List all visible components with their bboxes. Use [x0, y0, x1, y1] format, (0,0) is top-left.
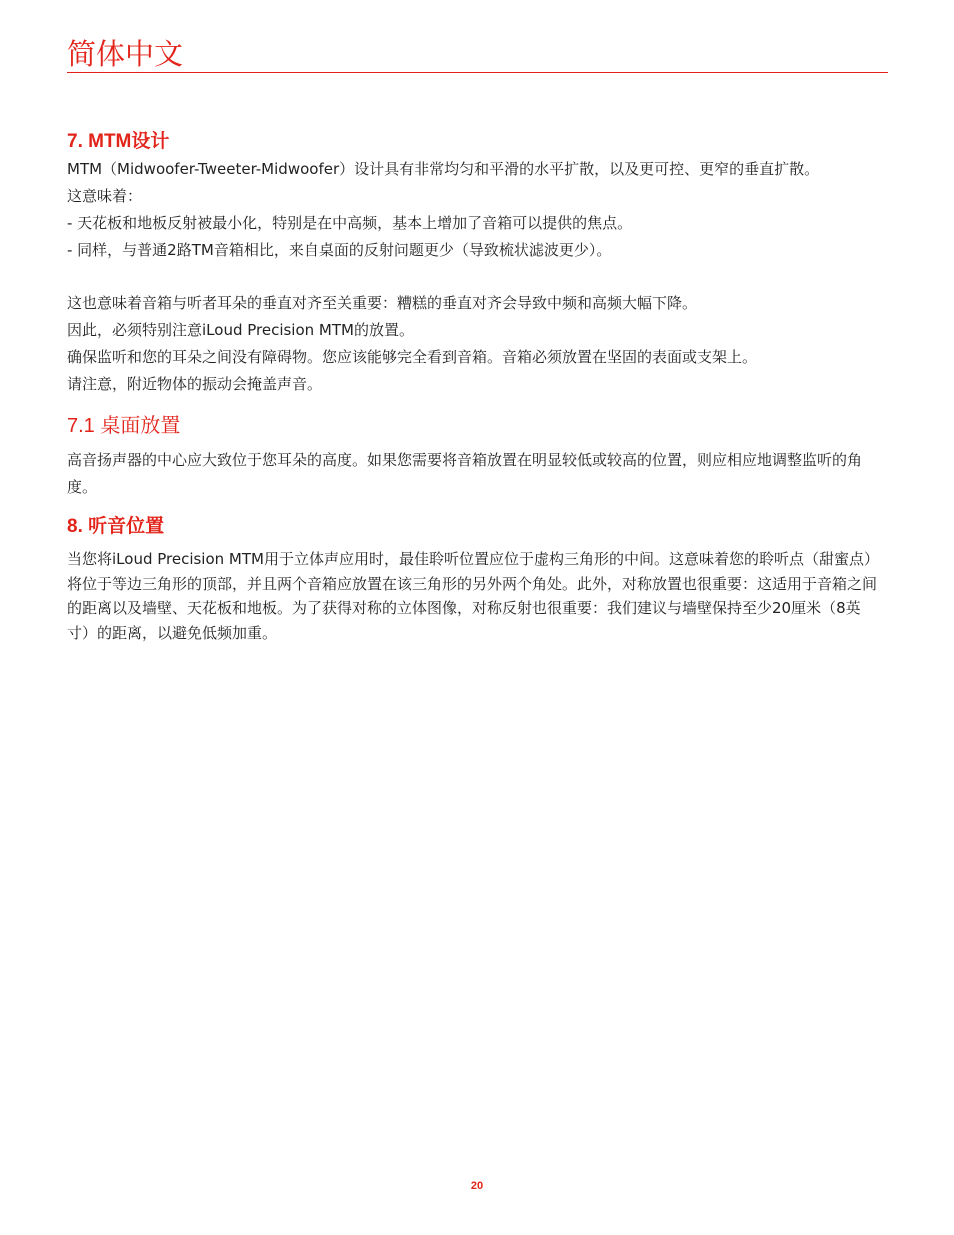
bullet-desktop-reflections: - 同样，与普通2路TM音箱相比，来自桌面的反射问题更少（导致梳状滤波更少）。	[67, 241, 612, 259]
meaning-label: 这意味着：	[67, 187, 143, 205]
obstacle-note: 确保监听和您的耳朵之间没有障碍物。您应该能够完全看到音箱。音箱必须放置在坚固的表面或支架上。	[67, 348, 758, 366]
section-title-mtm-design: 7. MTM设计	[67, 131, 170, 152]
page-number: 20	[470, 1180, 484, 1192]
language-title: 简体中文	[67, 37, 184, 71]
listening-position-body: 当您将iLoud Precision MTM用于立体声应用时，最佳聆听位置应位于虚构三角形的中间。这意味着您的聆听点（甜蜜点）将位于等边三角形的顶部，并且两个音箱应放置在该三角形的另外两个角处。此外，对称放置也很重要：这适用于音箱之间的距离以及墙壁、天花板和地板。为了获得对称的立体图像，对称反射也很重要：我们建议与墙壁保持至少20厘米（8英寸）的距离，以避免低频加重。	[67, 550, 878, 642]
placement-note: 因此，必须特别注意iLoud Precision MTM的放置。	[67, 321, 414, 339]
vibration-note: 请注意，附近物体的振动会掩盖声音。	[67, 375, 323, 393]
paragraph-gap	[67, 264, 877, 290]
section-title-desktop-placement: 7.1 桌面放置	[67, 415, 181, 437]
bullet-ceiling-floor: - 天花板和地板反射被最小化，特别是在中高频，基本上增加了音箱可以提供的焦点。	[67, 214, 633, 232]
vertical-alignment-note: 这也意味着音箱与听者耳朵的垂直对齐至关重要：糟糕的垂直对齐会导致中频和高频大幅下降。	[67, 294, 698, 312]
header-divider	[67, 72, 888, 73]
page-content	[67, 128, 877, 645]
section-title-listening-position: 8. 听音位置	[67, 516, 165, 537]
mtm-description: MTM（Midwoofer-Tweeter-Midwoofer）设计具有非常均匀和平滑的水平扩散，以及更可控、更窄的垂直扩散。	[67, 160, 820, 178]
desktop-placement-body: 高音扬声器的中心应大致位于您耳朵的高度。如果您需要将音箱放置在明显较低或较高的位置，则应相应地调整监听的角度。	[67, 451, 863, 496]
